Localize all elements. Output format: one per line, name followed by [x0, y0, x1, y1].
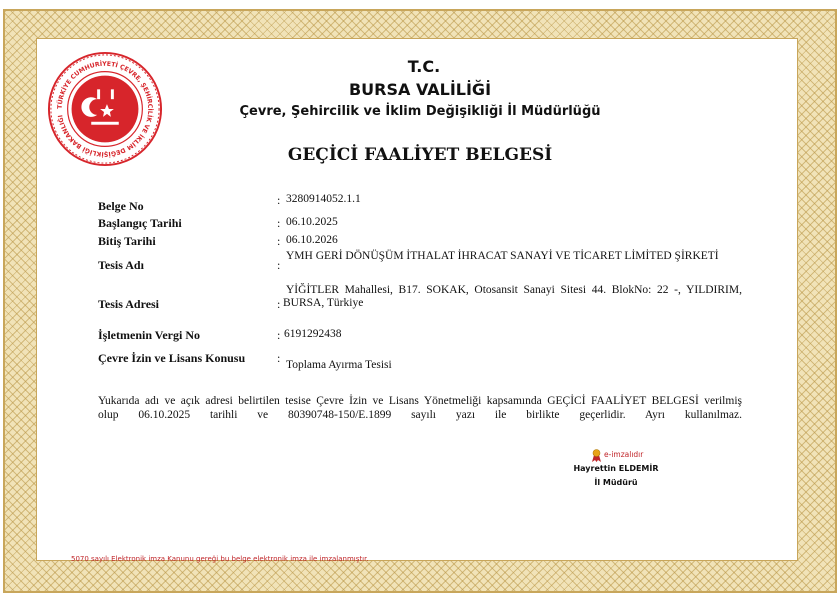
tesis-adresi-label: Tesis Adresi: [98, 297, 160, 311]
baslangic-label: Başlangıç Tarihi: [98, 216, 182, 230]
header-mudurluk: Çevre, Şehircilik ve İklim Değişikliği İl Müdürlüğü: [239, 104, 601, 119]
vergi-no-value: 6191292438: [284, 328, 342, 340]
footer-note: 5070 sayılı Elektronik imza Kanunu gereği bu belge elektronik imza ile imzalanmıştır.: [71, 555, 369, 563]
tesis-adi-value: YMH GERİ DÖNÜŞÜM İTHALAT İHRACAT SANAYİ VE TİCARET LİMİTED ŞİRKETİ: [286, 250, 719, 262]
baslangic-colon: :: [277, 216, 281, 230]
seal-ring-text: TÜRKİYE CUMHURİYETİ ÇEVRE, ŞEHİRCİLİK VE İKLİM DEĞİŞİKLİĞİ BAKANLIĞI: [56, 60, 154, 158]
e-signature-label: e-imzalıdır: [604, 450, 644, 459]
header-valilik: BURSA VALİLİĞİ: [348, 80, 492, 99]
bitis-colon: :: [277, 234, 281, 248]
bitis-value: 06.10.2026: [286, 234, 338, 246]
e-signature-ribbon-icon: [592, 449, 601, 462]
baslangic-value: 06.10.2025: [286, 216, 338, 228]
certificate-paragraph: [98, 394, 742, 422]
signer-name: Hayrettin ELDEMİR: [573, 464, 659, 473]
document-title: GEÇİCİ FAALİYET BELGESİ: [287, 145, 553, 165]
tesis-adi-colon: :: [277, 258, 281, 272]
lisans-colon: :: [277, 351, 281, 365]
ministry-seal-icon: [46, 50, 164, 168]
paragraph-line-1: Yukarıda adı ve açık adresi belirtilen tesise Çevre İzin ve Lisans Yönetmeliği kapsamında GEÇİCİ FAALİYET BELGESİ verilmiş: [98, 395, 742, 407]
lisans-label: Çevre İzin ve Lisans Konusu: [98, 351, 246, 365]
tesis-adi-label: Tesis Adı: [98, 258, 144, 272]
belge-no-label: Belge No: [98, 199, 144, 213]
vergi-no-label: İşletmenin Vergi No: [98, 328, 200, 342]
tesis-adresi-colon: :: [277, 297, 281, 311]
tesis-adresi-line2: BURSA, Türkiye: [283, 297, 364, 309]
vergi-no-colon: :: [277, 328, 281, 342]
tesis-adresi-line1: YİĞİTLER Mahallesi, B17. SOKAK, Otosansit Sanayi Sitesi 44. BlokNo: 22 -, YILDIRIM,: [286, 284, 742, 296]
belge-no-value: 3280914052.1.1: [286, 193, 361, 205]
signer-title: İl Müdürü: [594, 478, 638, 487]
bitis-label: Bitiş Tarihi: [98, 234, 156, 248]
paragraph-line-2: olup 06.10.2025 tarihli ve 80390748-150/E.1899 sayılı yazı ile birlikte geçerlidir. Ayrı kullanılmaz.: [98, 409, 742, 421]
lisans-value: Toplama Ayırma Tesisi: [286, 359, 392, 371]
header-tc: T.C.: [407, 57, 441, 76]
belge-no-colon: :: [277, 193, 281, 207]
